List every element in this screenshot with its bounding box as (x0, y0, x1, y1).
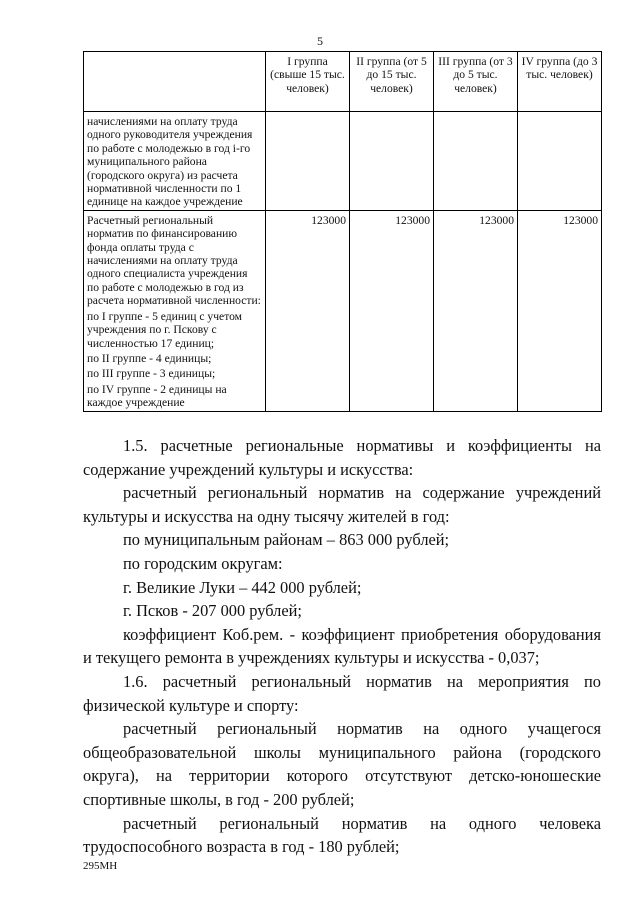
table-header-row (84, 52, 602, 112)
row-sub-item: по IV группе - 2 единицы на каждое учреждение (87, 382, 227, 410)
page-number: 5 (317, 34, 323, 48)
document-code: 295МН (83, 860, 118, 872)
header-cell-group-3: III группа (от 3 до 5 тыс. человек) (434, 52, 518, 112)
header-cell-group-2: II группа (от 5 до 15 тыс. человек) (350, 52, 434, 112)
paragraph: коэффициент Коб.рем. - коэффициент приобретения оборудования и текущего ремонта в учреждениях культуры и искусства - 0,037; (83, 624, 601, 668)
body-text (83, 434, 601, 859)
value-cell: 123000 (350, 210, 434, 411)
table-row (84, 210, 602, 411)
header-cell-group-4: IV группа (до 3 тыс. человек) (518, 52, 602, 112)
value-cell: 123000 (518, 210, 602, 411)
value-cell (266, 112, 350, 211)
value-cell (434, 112, 518, 211)
value-cell (518, 112, 602, 211)
value-cell (350, 112, 434, 211)
row-sub-item: по II группе - 4 единицы; (87, 351, 212, 365)
row-label-text: Расчетный региональный норматив по финансированию фонда оплаты труда с начислениями на оплату труда одного специалиста учреждения по работе с молодежью в год из расчета нормативной численности: (87, 213, 261, 308)
paragraph: г. Великие Луки – 442 000 рублей; (123, 577, 362, 597)
row-label-text: начислениями на оплату труда одного руководителя учреждения по работе с молодежью в год i-го муниципального района (городского округа) из расчета нормативной численности по 1 единице на каждое учреждение (87, 115, 253, 209)
row-label (84, 210, 266, 411)
value-cell: 123000 (434, 210, 518, 411)
row-label (84, 112, 266, 211)
header-cell-group-1: I группа (свыше 15 тыс. человек) (266, 52, 350, 112)
paragraph: по городским округам: (123, 553, 283, 573)
row-sub-item: по III группе - 3 единицы; (87, 367, 216, 381)
table-row (84, 112, 602, 211)
norms-table (83, 51, 602, 412)
paragraph: расчетный региональный норматив на одного человека трудоспособного возраста в год - 180 рублей; (83, 813, 601, 857)
paragraph: по муниципальным районам – 863 000 рублей; (123, 530, 450, 550)
paragraph: расчетный региональный норматив на содержание учреждений культуры и искусства на одну тысячу жителей в год: (83, 483, 601, 526)
paragraph: расчетный региональный норматив на одного учащегося общеобразовательной школы муниципального района (городского округа), на территории которого отсутствуют детско-юношеские спортивные школы, в год - 200 рублей; (83, 719, 601, 809)
row-sub-item: по I группе - 5 единиц с учетом учреждения по г. Пскову с численностью 17 единиц; (87, 309, 243, 350)
header-cell-empty (84, 52, 266, 112)
section-1-5-heading: 1.5. расчетные региональные нормативы и коэффициенты на содержание учреждений культуры и искусства: (83, 436, 601, 479)
value-cell: 123000 (266, 210, 350, 411)
paragraph: г. Псков - 207 000 рублей; (123, 601, 302, 621)
section-1-6-heading: 1.6. расчетный региональный норматив на мероприятия по физической культуре и спорту: (83, 671, 601, 715)
